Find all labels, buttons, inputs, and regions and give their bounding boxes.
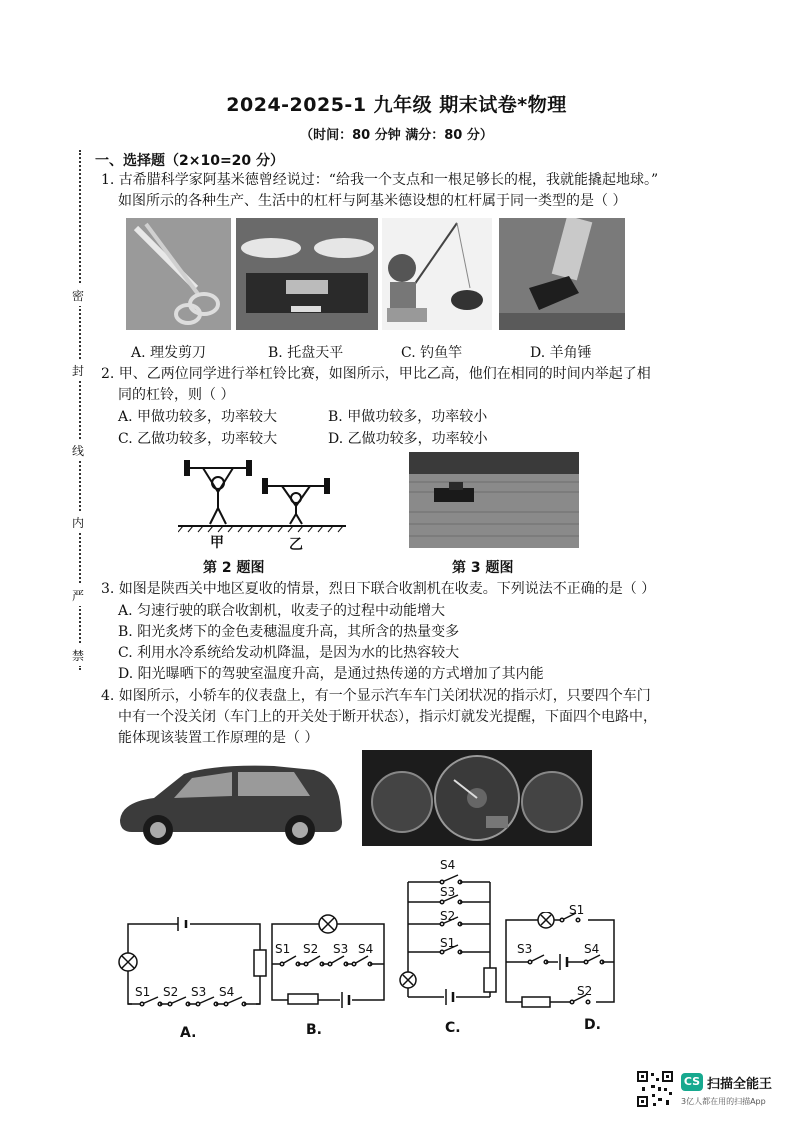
q1-option-c[interactable]: C. 钓鱼竿 [401, 345, 463, 361]
fishing-image [382, 218, 492, 330]
switch-label: S4 [440, 858, 456, 872]
figure-2-caption: 第 2 题图 [203, 560, 265, 576]
question-4-line-3: 能体现该装置工作原理的是（ ） [118, 730, 319, 746]
question-2-line-1: 2. 甲、乙两位同学进行举杠铃比赛，如图所示，甲比乙高，他们在相同的时间内举起了相 [101, 366, 651, 382]
camscanner-logo: CS [681, 1073, 703, 1091]
lifter-label-jia: 甲 [210, 535, 224, 551]
lifter-label-yi: 乙 [289, 537, 303, 553]
q1-option-d[interactable]: D. 羊角锤 [530, 345, 592, 361]
lamp-icon [538, 912, 554, 928]
circuit-b-label: B. [306, 1022, 322, 1038]
sidebar-mark: 严 [72, 585, 84, 606]
switch-label: S4 [358, 942, 374, 956]
balance-icon [236, 218, 378, 330]
circuit-a-label: A. [180, 1025, 197, 1041]
sidebar-mark: 禁 [72, 645, 84, 666]
sidebar-mark: 封 [72, 360, 84, 381]
scissors-image [126, 218, 231, 330]
switch-label: S3 [440, 885, 456, 899]
qr-code-icon [636, 1070, 674, 1108]
lamp-icon [400, 972, 416, 988]
q3-option-c[interactable]: C. 利用水冷系统给发动机降温，是因为水的比热容较大 [118, 645, 460, 661]
switch-label: S2 [577, 984, 593, 998]
figure-3-caption: 第 3 题图 [452, 560, 514, 576]
q2-option-d[interactable]: D. 乙做功较多，功率较小 [328, 431, 488, 447]
question-1-line-2: 如图所示的各种生产、生活中的杠杆与阿基米德设想的杠杆属于同一类型的是（ ） [118, 193, 627, 209]
hammer-image [499, 218, 625, 330]
car-icon [120, 766, 342, 845]
circuit-a [112, 917, 272, 1017]
question-4-line-2: 中有一个没关闭（车门上的开关处于断开状态），指示灯就发光提醒，下面四个电路中， [118, 709, 657, 725]
q2-option-c[interactable]: C. 乙做功较多，功率较大 [118, 431, 278, 447]
question-1-line-1: 1. 古希腊科学家阿基米德曾经说过：“给我一个支点和一根足够长的棍，我就能撬起地球。” [101, 172, 659, 188]
switch-label: S4 [219, 985, 235, 999]
dashboard-image [362, 750, 592, 846]
dashboard-gauges-icon [362, 750, 592, 846]
q1-option-b[interactable]: B. 托盘天平 [268, 345, 344, 361]
lifter-jia-icon [184, 460, 252, 524]
exam-subtitle: （时间：80 分钟 满分：80 分） [300, 128, 493, 143]
switch-label: S4 [584, 942, 600, 956]
lamp-icon [319, 915, 337, 933]
claw-hammer-icon [499, 218, 625, 330]
question-4-line-1: 4. 如图所示，小轿车的仪表盘上，有一个显示汽车车门关闭状况的指示灯，只要四个车门 [101, 688, 651, 704]
scanner-app-name: 扫描全能王 [707, 1077, 773, 1092]
lamp-icon [119, 953, 137, 971]
q1-option-a[interactable]: A. 理发剪刀 [131, 345, 207, 361]
scissors-icon [126, 218, 231, 330]
q2-option-a[interactable]: A. 甲做功较多，功率较大 [118, 409, 278, 425]
switch-label: S2 [163, 985, 179, 999]
switch-label: S2 [440, 909, 456, 923]
switch-label: S3 [333, 942, 349, 956]
sidebar-mark: 线 [72, 440, 84, 461]
sidebar-mark: 密 [72, 285, 84, 306]
question-2-line-2: 同的杠铃，则（ ） [118, 387, 235, 403]
circuit-c-label: C. [445, 1020, 461, 1036]
weightlifters-figure [178, 456, 348, 546]
circuit-d-label: D. [584, 1017, 601, 1033]
switch-label: S1 [275, 942, 291, 956]
switch-label: S1 [440, 936, 456, 950]
harvester-icon [409, 452, 579, 548]
fishing-rod-icon [382, 218, 492, 330]
question-3-line-1: 3. 如图是陕西关中地区夏收的情景，烈日下联合收割机在收麦。下列说法不正确的是（ ） [101, 581, 656, 597]
balance-image [236, 218, 378, 330]
q3-option-b[interactable]: B. 阳光炙烤下的金色麦穗温度升高，其所含的热量变多 [118, 624, 460, 640]
switch-label: S1 [569, 903, 585, 917]
exam-title: 2024-2025-1 九年级 期末试卷*物理 [226, 94, 567, 116]
q2-option-b[interactable]: B. 甲做功较多，功率较小 [328, 409, 488, 425]
circuit-b [266, 912, 392, 1012]
circuit-d [500, 912, 620, 1012]
switch-label: S2 [303, 942, 319, 956]
q3-option-a[interactable]: A. 匀速行驶的联合收割机，收麦子的过程中动能增大 [118, 603, 446, 619]
lifter-yi-icon [262, 478, 330, 524]
harvester-image [409, 452, 579, 548]
switch-label: S3 [517, 942, 533, 956]
section-heading: 一、选择题（2×10=20 分） [95, 153, 285, 169]
switch-label: S3 [191, 985, 207, 999]
switch-label: S1 [135, 985, 151, 999]
scanner-tagline: 3亿人都在用的扫描App [681, 1097, 766, 1106]
q3-option-d[interactable]: D. 阳光曝晒下的驾驶室温度升高，是通过热传递的方式增加了其内能 [118, 666, 544, 682]
car-image [114, 760, 346, 848]
sidebar-mark: 内 [72, 512, 84, 533]
